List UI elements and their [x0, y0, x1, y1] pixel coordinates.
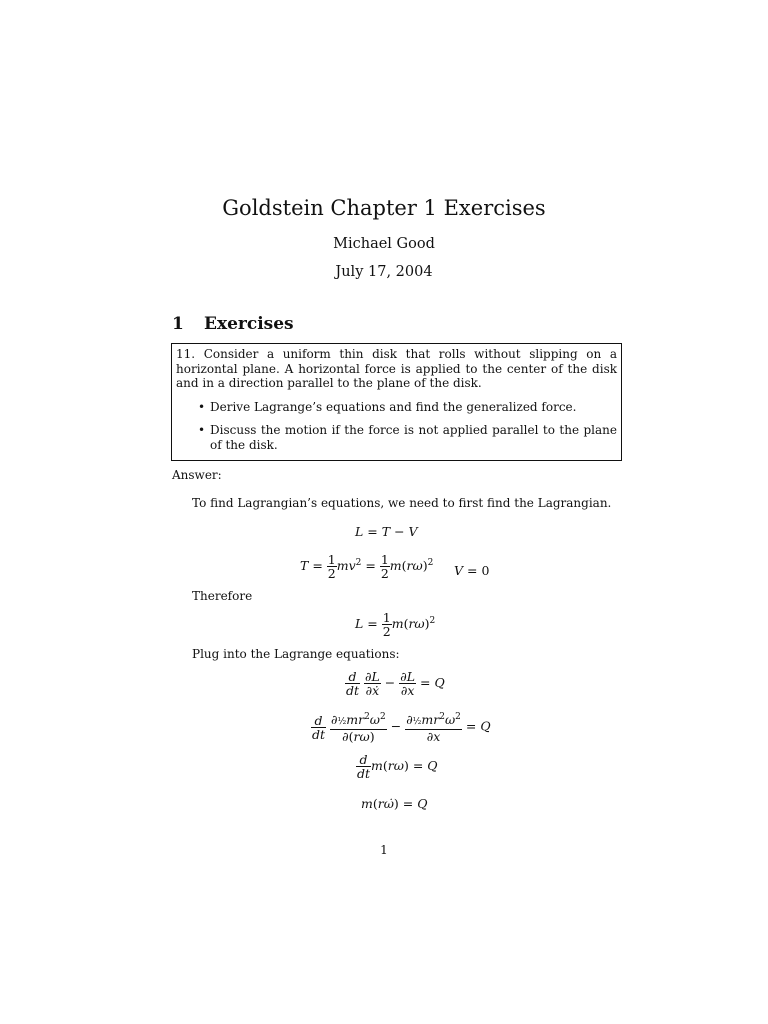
page-number: 1 — [380, 843, 388, 857]
equation-kinetic-energy: T = $\frac{1}{2}$ $mv^2$ = $\frac{1}{2}$ $m(r\omega)^2$ — [300, 552, 434, 581]
author: Michael Good — [333, 236, 435, 252]
bullet-icon: • — [198, 423, 206, 438]
section-number: 1 — [172, 314, 184, 334]
bullet-item: • Discuss the motion if the force is not applied parallel to the plane of the disk. — [198, 423, 617, 452]
equation-lagrangian-definition: L = T − V — [355, 524, 418, 539]
answer-label: Answer: — [172, 468, 222, 482]
problem-text: 11. Consider a uniform thin disk that rolls without slipping on a horizontal plane. A horizontal force is applied to the center of the disk and in a direction parallel to the plane of the disk. — [176, 347, 617, 391]
intro-text: To find Lagrangian’s equations, we need to first find the Lagrangian. — [192, 496, 612, 510]
plug-text: Plug into the Lagrange equations: — [192, 647, 400, 661]
problem-box — [171, 343, 622, 461]
section-heading — [172, 314, 294, 334]
problem-bullets — [176, 400, 617, 453]
equation-euler-lagrange: $\frac{d}{dt}$ $\frac{\partial L}{\text{∂ẋ}}$ − $\frac{\partial L}{\partial x}$ = Q — [346, 669, 445, 698]
bullet-item: • Derive Lagrange’s equations and find the generalized force. — [198, 399, 577, 414]
section-title: Exercises — [204, 314, 294, 334]
bullet-icon: • — [198, 399, 206, 414]
equation-potential-energy: V = 0 — [454, 563, 490, 578]
date: July 17, 2004 — [335, 264, 433, 280]
equation-result: m(rω̇) = Q — [361, 796, 428, 811]
paper-title: Goldstein Chapter 1 Exercises — [222, 196, 546, 220]
equation-time-derivative: $\frac{d}{dt}$ m(rω) = Q — [357, 752, 438, 781]
therefore-text: Therefore — [192, 589, 253, 603]
equation-lagrangian: L = $\frac{1}{2}$ $m(r\omega)^2$ — [355, 610, 436, 639]
equation-substituted: $\frac{d}{dt}$ $\frac{\partial\frac{1}{2}mr^2\omega^2}{\partial(r\omega)}$ − $\frac{\partial\frac{1}{2}mr^2\omega^2}{\partial x}$ = Q — [312, 712, 491, 745]
